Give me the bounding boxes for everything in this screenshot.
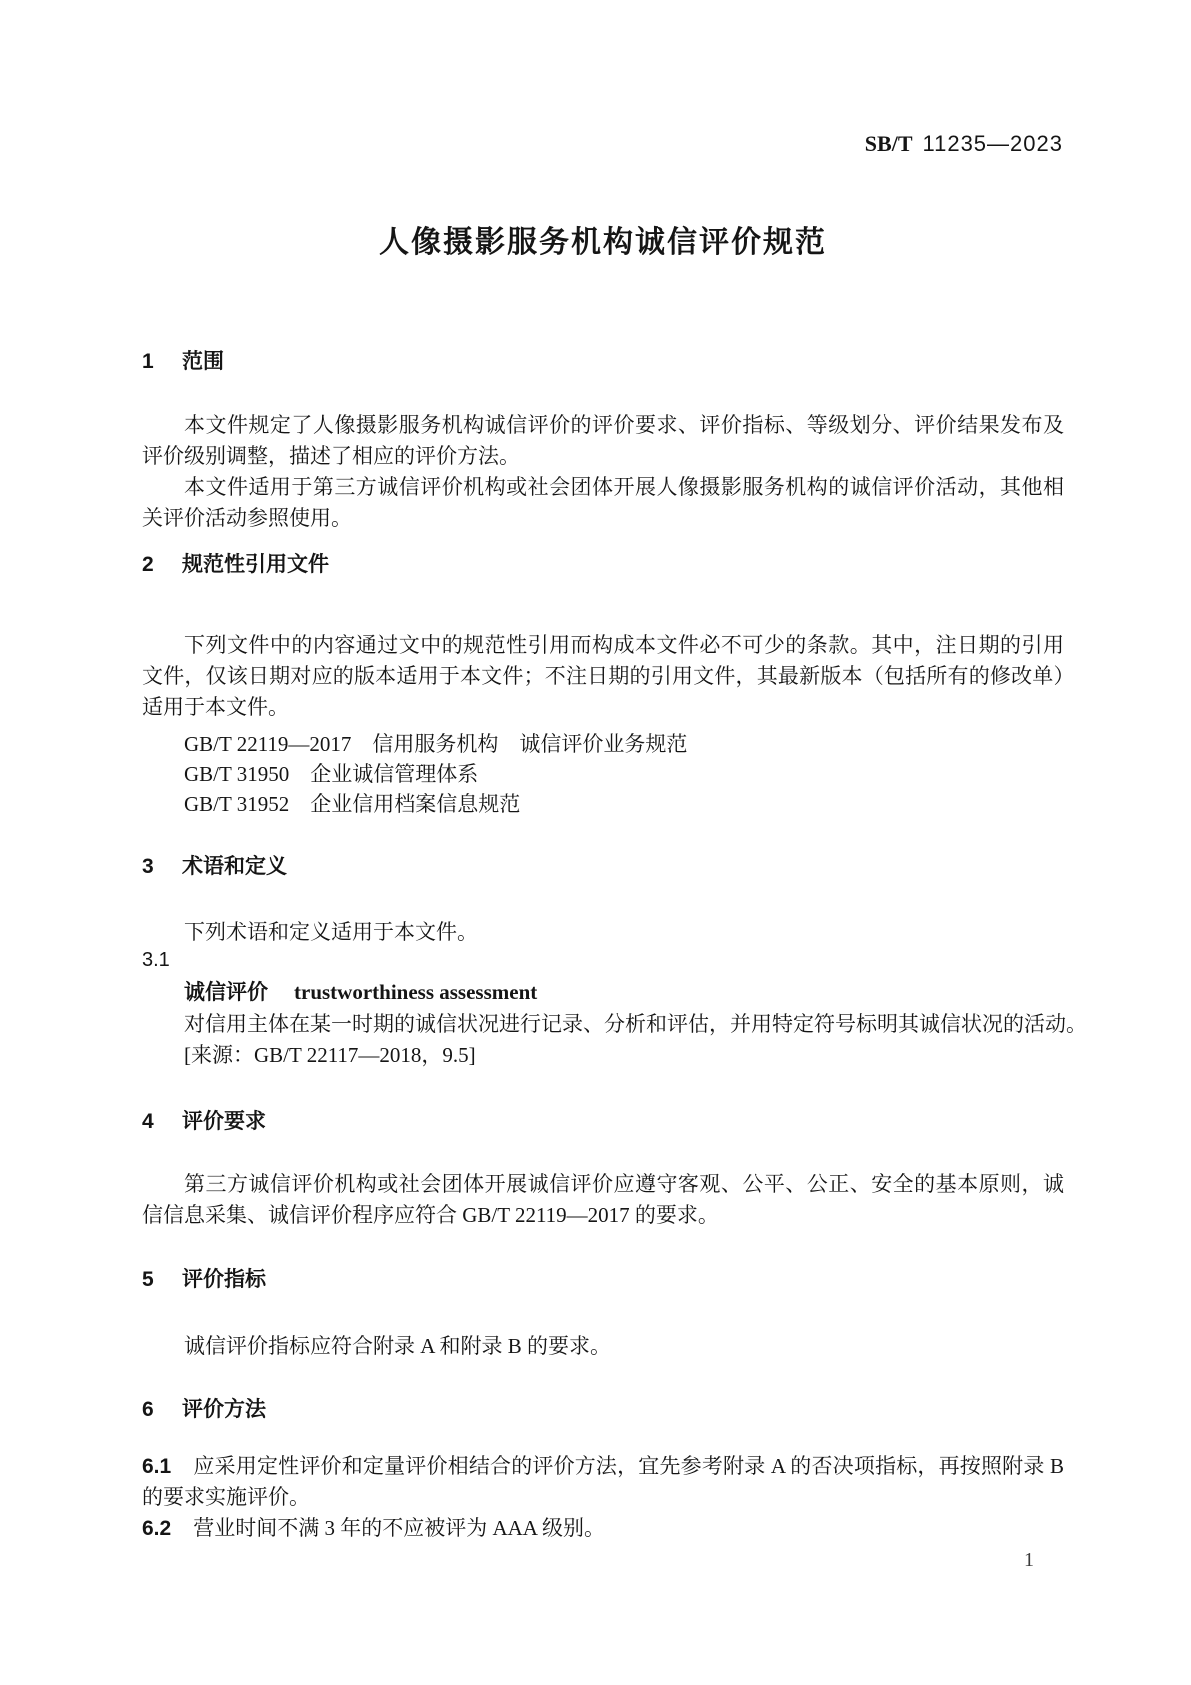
clause-6-2 [142, 1513, 1064, 1544]
section-2-number: 2 [142, 553, 154, 576]
clause-6-1 [142, 1451, 1064, 1513]
section-5-heading [142, 1268, 1064, 1292]
section-2-heading [142, 553, 1064, 577]
section-1-paragraph-2: 本文件适用于第三方诚信评价机构或社会团体开展人像摄影服务机构的诚信评价活动，其他相关评价活动参照使用。 [142, 475, 1064, 530]
section-4-heading [142, 1110, 1064, 1134]
section-5-number: 5 [142, 1268, 154, 1291]
clause-6-1-number: 6.1 [142, 1455, 172, 1478]
section-3-intro: 下列术语和定义适用于本文件。 [184, 920, 478, 944]
section-4-title: 评价要求 [182, 1110, 266, 1133]
section-5-paragraph: 诚信评价指标应符合附录 A 和附录 B 的要求。 [184, 1334, 612, 1358]
section-6-heading [142, 1398, 1064, 1422]
page-number: 1 [1024, 1549, 1034, 1571]
term-english: trustworthiness assessment [294, 980, 538, 1004]
term-chinese: 诚信评价 [184, 981, 268, 1004]
section-1-number: 1 [142, 350, 154, 373]
term-number: 3.1 [142, 949, 170, 971]
section-3-heading [142, 855, 1064, 879]
section-5-title: 评价指标 [182, 1268, 266, 1291]
section-1-paragraph-1: 本文件规定了人像摄影服务机构诚信评价的评价要求、评价指标、等级划分、评价结果发布及评价级别调整，描述了相应的评价方法。 [142, 413, 1064, 468]
term-definition: 对信用主体在某一时期的诚信状况进行记录、分析和评估，并用特定符号标明其诚信状况的活动。 [184, 1012, 1087, 1036]
term-source: [来源：GB/T 22117—2018，9.5] [184, 1043, 476, 1067]
normative-reference: GB/T 31950 企业诚信管理体系 [184, 762, 479, 786]
section-4-number: 4 [142, 1110, 154, 1133]
section-3-title: 术语和定义 [182, 855, 287, 878]
section-2-title: 规范性引用文件 [182, 553, 329, 576]
standard-code-prefix: SB/T [864, 131, 913, 156]
standard-code [865, 131, 1063, 157]
section-6-number: 6 [142, 1398, 154, 1421]
document-title: 人像摄影服务机构诚信评价规范 [379, 226, 827, 259]
normative-reference: GB/T 31952 企业信用档案信息规范 [184, 792, 521, 816]
section-1-heading [142, 350, 1064, 374]
term-entry [142, 979, 1106, 1006]
clause-6-2-text: 营业时间不满 3 年的不应被评为 AAA 级别。 [193, 1516, 606, 1540]
clause-6-1-text: 应采用定性评价和定量评价相结合的评价方法，宜先参考附录 A 的否决项指标，再按照附录 B 的要求实施评价。 [142, 1454, 1064, 1509]
section-2-intro: 下列文件中的内容通过文中的规范性引用而构成本文件必不可少的条款。其中，注日期的引用文件，仅该日期对应的版本适用于本文件；不注日期的引用文件，其最新版本（包括所有的修改单）适用于本文件。 [142, 633, 1064, 719]
section-6-title: 评价方法 [182, 1398, 266, 1421]
normative-reference: GB/T 22119—2017 信用服务机构 诚信评价业务规范 [184, 732, 688, 756]
section-1-title: 范围 [182, 350, 224, 373]
section-4-paragraph: 第三方诚信评价机构或社会团体开展诚信评价应遵守客观、公平、公正、安全的基本原则，诚信信息采集、诚信评价程序应符合 GB/T 22119—2017 的要求。 [142, 1172, 1064, 1227]
section-3-number: 3 [142, 855, 154, 878]
standard-code-number: 11235—2023 [922, 131, 1063, 156]
clause-6-2-number: 6.2 [142, 1517, 172, 1540]
